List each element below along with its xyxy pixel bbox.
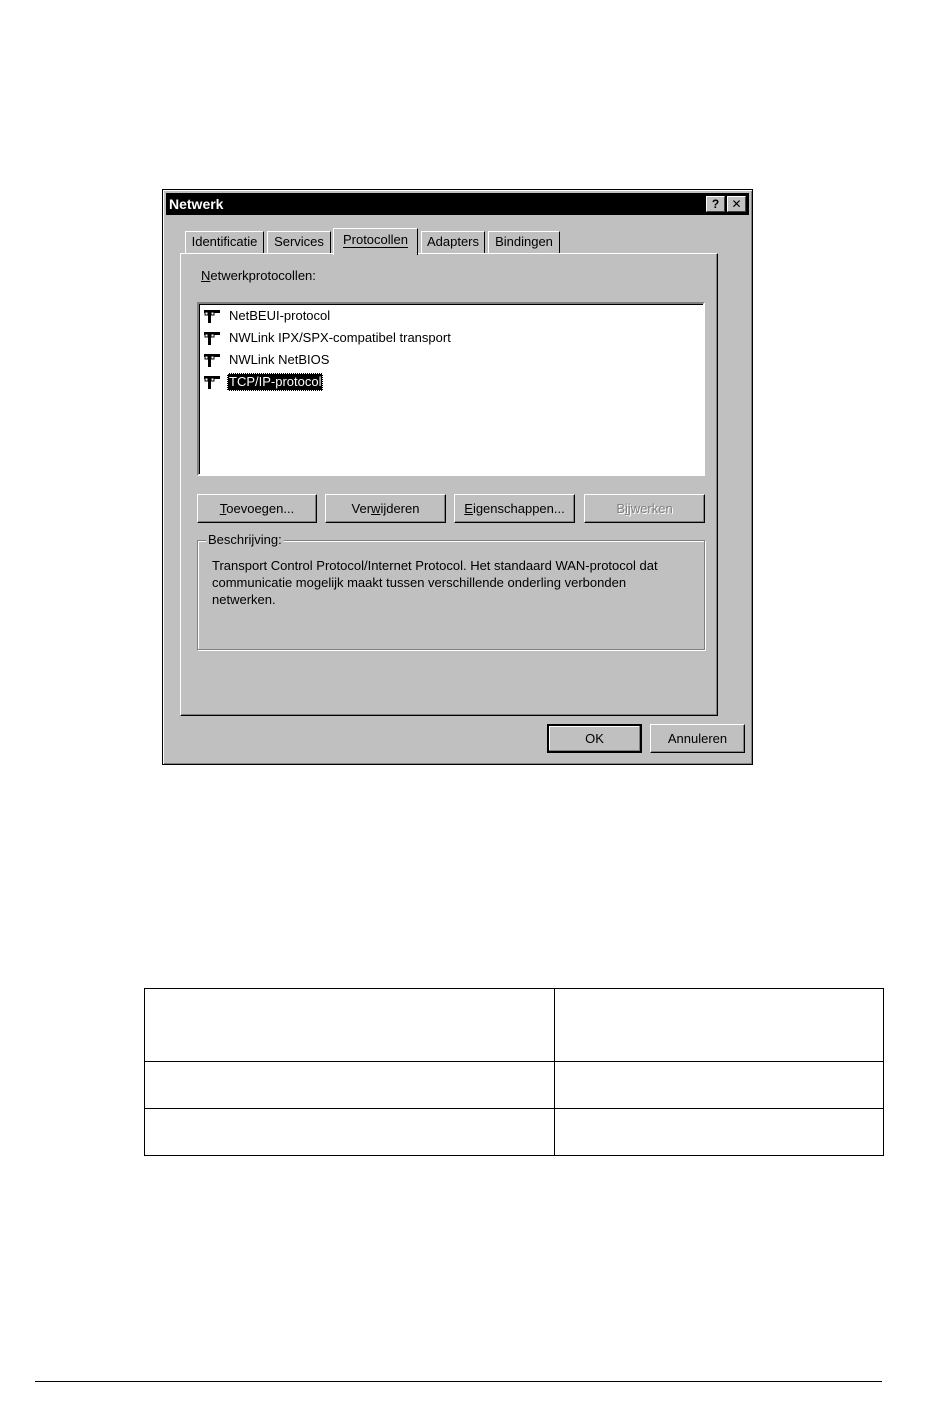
close-button[interactable] bbox=[727, 196, 746, 212]
update-button[interactable] bbox=[584, 494, 705, 523]
mnemonic: T bbox=[219, 501, 227, 516]
mnemonic: w bbox=[371, 501, 381, 516]
button-label: B bbox=[616, 501, 625, 516]
description-legend: Beschrijving: bbox=[208, 532, 282, 547]
list-item-label: NWLink IPX/SPX-compatibel transport bbox=[229, 330, 451, 345]
table-cell bbox=[145, 1109, 555, 1156]
table-row bbox=[145, 1109, 884, 1156]
tab-protocollen[interactable] bbox=[333, 228, 418, 255]
table-cell bbox=[555, 1062, 884, 1109]
footer-rule bbox=[35, 1381, 882, 1382]
protocols-list[interactable] bbox=[197, 302, 705, 476]
list-item-label: NetBEUI-protocol bbox=[229, 308, 331, 323]
add-button[interactable] bbox=[197, 494, 317, 523]
network-protocol-icon bbox=[203, 307, 223, 325]
button-label: ijderen bbox=[380, 501, 420, 516]
cancel-button[interactable]: Annuleren bbox=[650, 724, 745, 753]
tab-label: Bindingen bbox=[495, 234, 553, 249]
close-icon: ✕ bbox=[731, 197, 742, 211]
network-dialog bbox=[162, 189, 753, 765]
network-protocol-icon bbox=[203, 329, 223, 347]
list-item-label: TCP/IP-protocol bbox=[229, 374, 322, 389]
protocols-label bbox=[201, 268, 316, 283]
network-protocol-icon bbox=[203, 373, 223, 391]
network-protocol-icon bbox=[203, 351, 223, 369]
properties-button[interactable] bbox=[454, 494, 575, 523]
ok-button[interactable]: OK bbox=[547, 724, 642, 753]
description-text: Transport Control Protocol/Internet Protocol. Het standaard WAN-protocol dat communicatie mogelijk maakt tussen verschillende onderling verbonden netwerken. bbox=[212, 558, 658, 607]
label-text: etwerkprotocollen: bbox=[210, 268, 316, 283]
table-cell bbox=[555, 989, 884, 1062]
tab-services[interactable] bbox=[267, 231, 331, 253]
tab-label: Services bbox=[274, 234, 324, 249]
tab-page-protocollen bbox=[180, 253, 718, 716]
table-cell bbox=[145, 1062, 555, 1109]
tab-label: Identificatie bbox=[191, 234, 258, 249]
help-button[interactable]: ? bbox=[706, 196, 725, 212]
mnemonic: E bbox=[464, 501, 473, 516]
tab-adapters[interactable] bbox=[421, 231, 485, 253]
tab-label: Adapters bbox=[426, 234, 480, 249]
list-item-label: NWLink NetBIOS bbox=[229, 352, 330, 367]
button-label: igenschappen... bbox=[472, 501, 565, 516]
list-item-nwlink-ipx-spx[interactable] bbox=[203, 328, 453, 348]
button-label: jwerken bbox=[627, 501, 673, 516]
button-label: oevoegen... bbox=[226, 501, 295, 516]
dialog-title: Netwerk bbox=[169, 196, 224, 212]
table-row bbox=[145, 989, 884, 1062]
title-bar[interactable] bbox=[166, 193, 749, 215]
document-table bbox=[144, 988, 884, 1156]
mnemonic: i bbox=[624, 501, 628, 516]
mnemonic: N bbox=[201, 268, 211, 283]
table-row bbox=[145, 1062, 884, 1109]
table-cell bbox=[145, 989, 555, 1062]
button-label: Ver bbox=[351, 501, 372, 516]
remove-button[interactable] bbox=[325, 494, 446, 523]
table-cell bbox=[555, 1109, 884, 1156]
tab-identificatie[interactable] bbox=[185, 231, 264, 253]
tab-bindingen[interactable] bbox=[488, 231, 560, 253]
tab-label: Protocollen bbox=[342, 232, 409, 247]
list-item-netbeui[interactable] bbox=[203, 306, 332, 326]
list-item-nwlink-netbios[interactable] bbox=[203, 350, 331, 370]
list-item-tcpip[interactable] bbox=[203, 372, 323, 392]
description-group bbox=[197, 532, 705, 650]
